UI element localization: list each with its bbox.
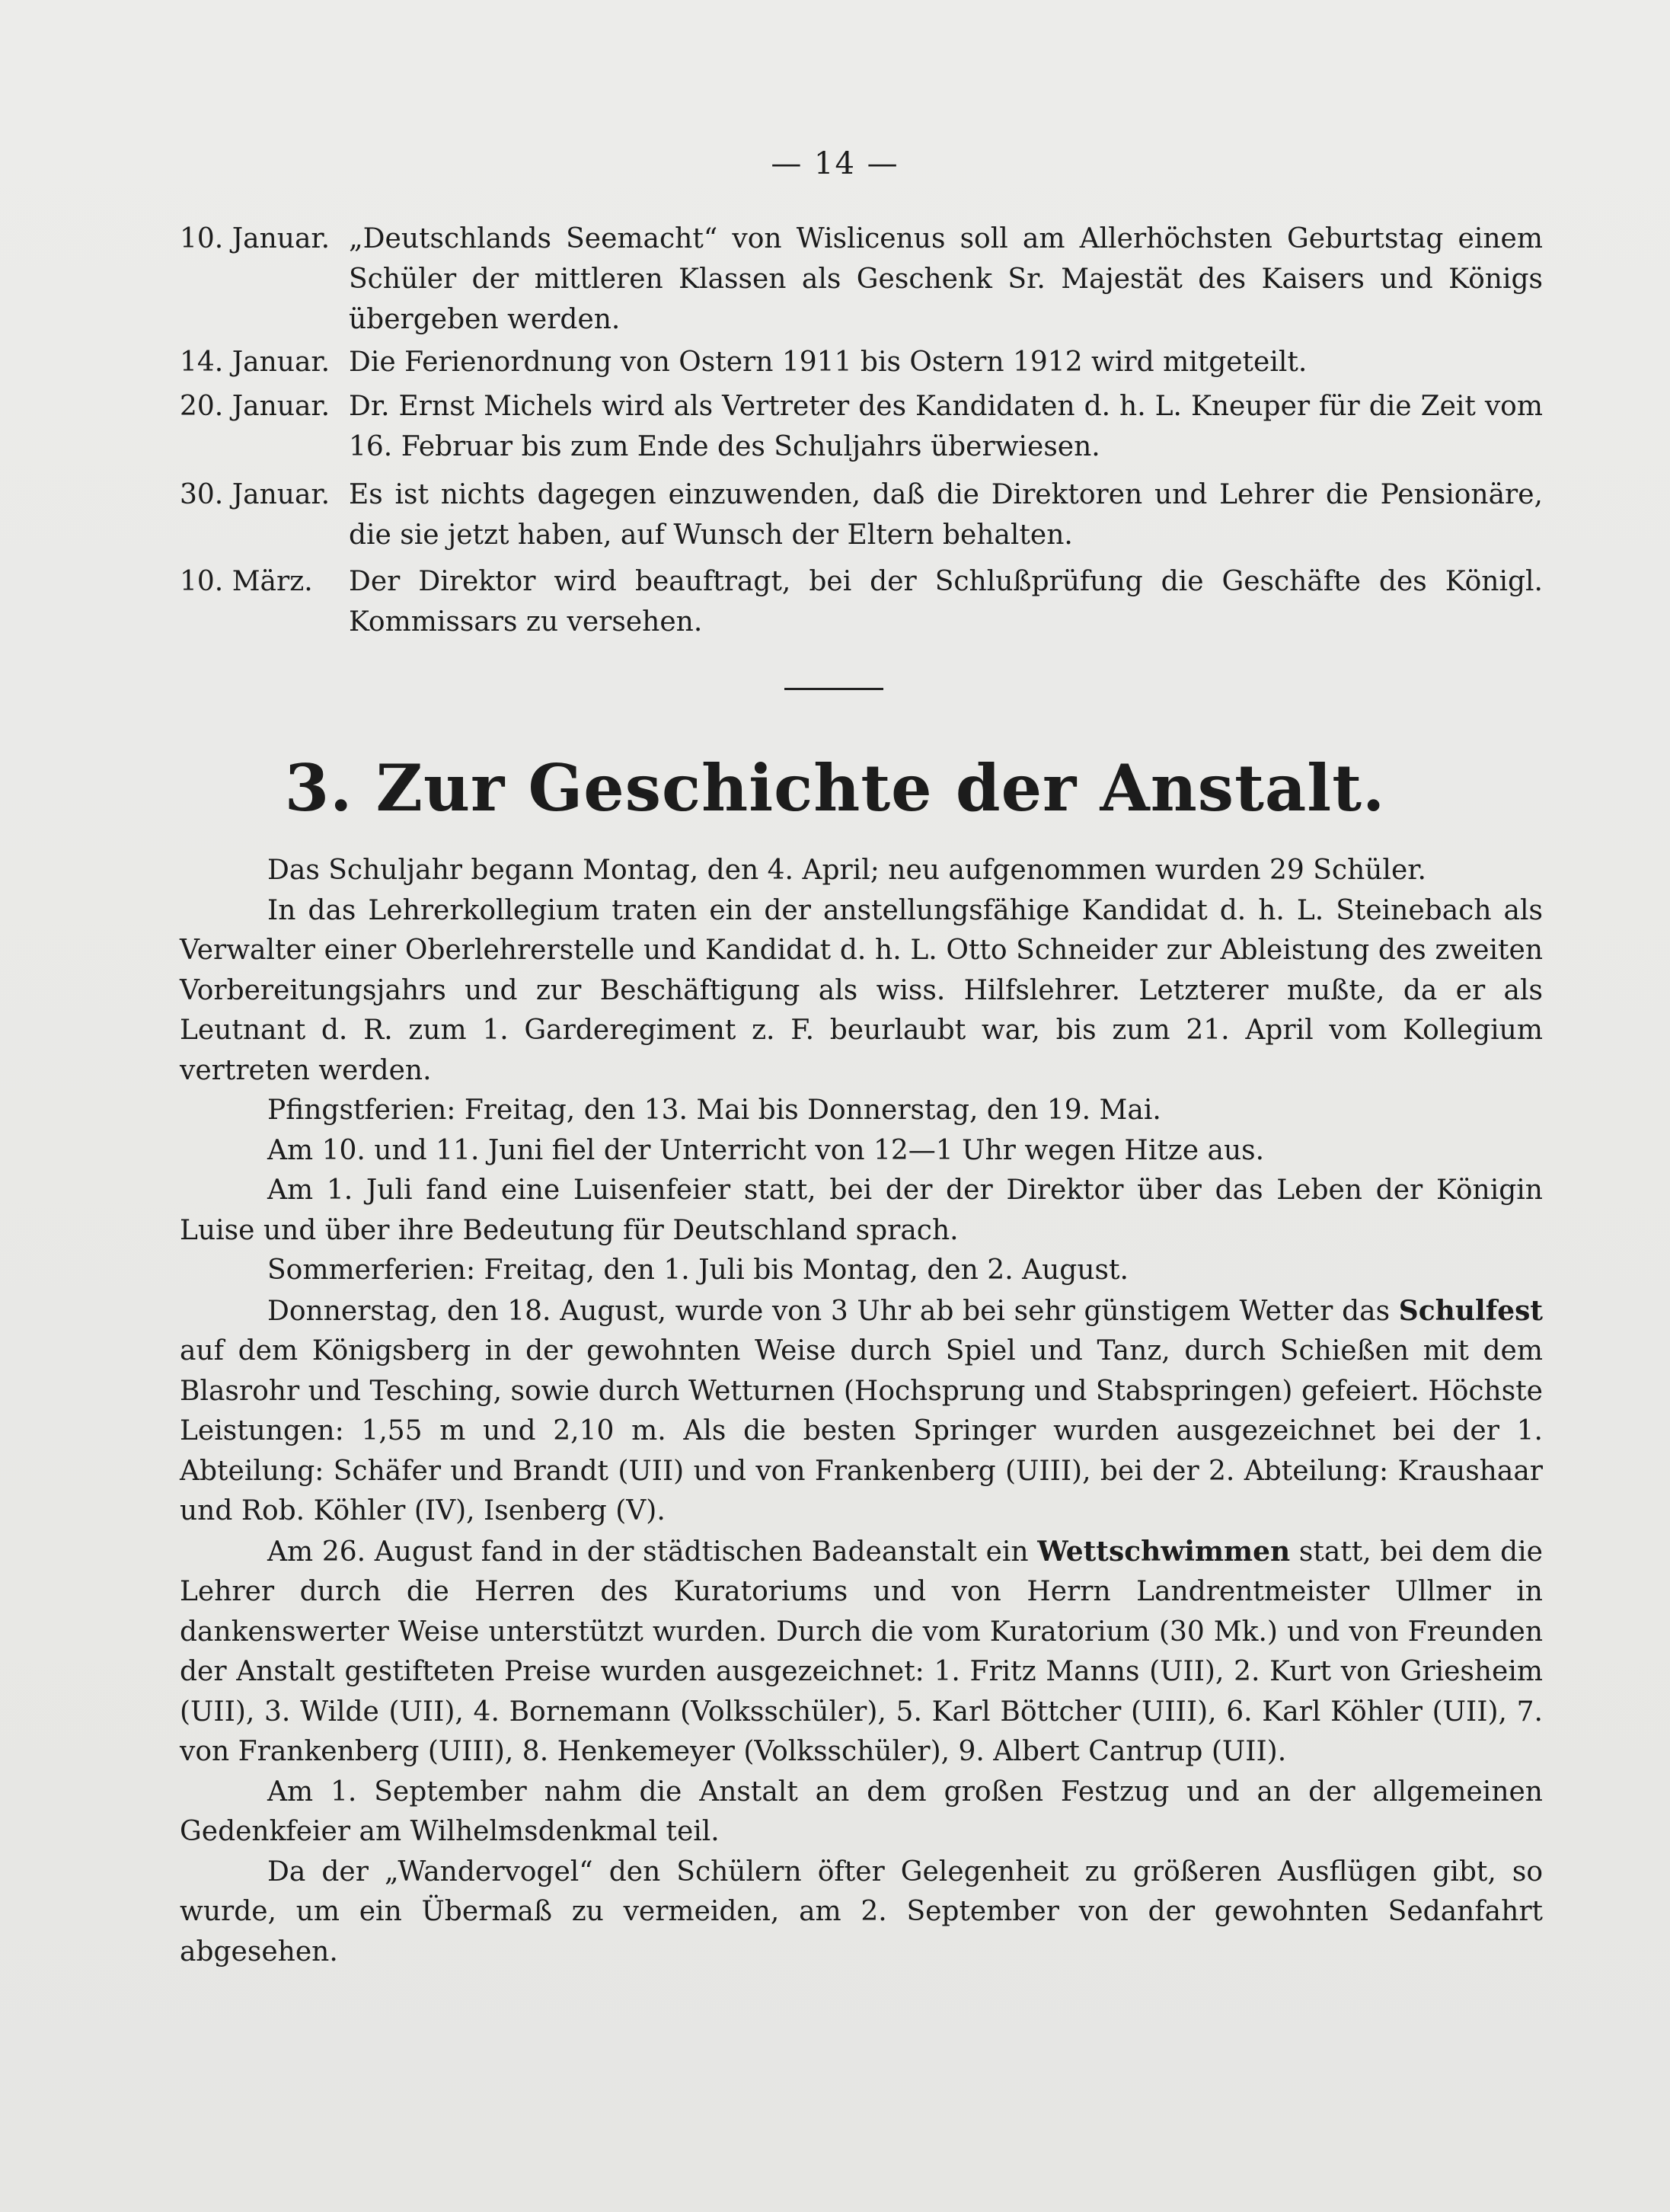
ordinance-text: Der Direktor wird beauftragt, bei der Schlußprüfung die Geschäfte des Königl. Kommissars zu versehen.: [349, 566, 1543, 638]
ordinance-entry: [180, 342, 1543, 382]
chronicle-paragraph: Am 1. September nahm die Anstalt an dem großen Festzug und an der allgemeinen Gedenkfeier am Wilhelmsdenkmal teil.: [180, 1776, 1543, 1847]
paragraph-text: Am 26. August fand in der städtischen Badeanstalt ein: [267, 1536, 1038, 1568]
section-divider: [784, 688, 883, 690]
ordinance-text: Die Ferienordnung von Ostern 1911 bis Ostern 1912 wird mitgeteilt.: [349, 347, 1308, 378]
chronicle-body: [180, 851, 1543, 1972]
ordinance-date: 14. Januar.: [180, 347, 330, 378]
chronicle-paragraph: [180, 1532, 1543, 1772]
paragraph-text: statt, bei dem die Lehrer durch die Herren des Kuratoriums und von Herrn Landrentmeister Ullmer in dankenswerter Weise unterstützt wurden. Durch die vom Kuratorium (30 Mk.) und von Freunden der Anstalt gestifteten Preise wurden ausgezeichnet: 1. Fritz Manns (UII), 2. Kurt von Griesheim (UII), 3. Wilde (UII), 4. Bornemann (Volksschüler), 5. Karl Böttcher (UIII), 6. Karl Köhler (UII), 7. von Frankenberg (UIII), 8. Henkemeyer (Volksschüler), 9. Albert Cantrup (UII).: [180, 1536, 1543, 1767]
ordinance-entry: [180, 475, 1543, 555]
paragraph-text: Donnerstag, den 18. August, wurde von 3 Uhr ab bei sehr günstigem Wetter das: [267, 1295, 1399, 1327]
emphasized-term: Schulfest: [1398, 1294, 1543, 1327]
page-number: — 14 —: [771, 146, 899, 181]
emphasized-term: Wettschwimmen: [1037, 1535, 1291, 1568]
ordinance-entry: [180, 561, 1543, 642]
chronicle-paragraph: Da der „Wandervogel“ den Schülern öfter Gelegenheit zu größeren Ausflügen gibt, so wurde, um ein Übermaß zu vermeiden, am 2. September von der gewohnten Sedanfahrt abgesehen.: [180, 1856, 1543, 1967]
ordinance-text: Es ist nichts dagegen einzuwenden, daß die Direktoren und Lehrer die Pensionäre, die sie jetzt haben, auf Wunsch der Eltern behalten.: [349, 479, 1543, 551]
chronicle-paragraph: In das Lehrerkollegium traten ein der anstellungsfähige Kandidat d. h. L. Steinebach als Verwalter einer Oberlehrerstelle und Kandidat d. h. L. Otto Schneider zur Ableistung des zweiten Vorbereitungsjahrs und zur Beschäftigung als wiss. Hilfslehrer. Letzterer mußte, da er als Leutnant d. R. zum 1. Garderegiment z. F. beurlaubt war, bis zum 21. April vom Kollegium vertreten werden.: [180, 894, 1543, 1086]
chronicle-paragraph: Sommerferien: Freitag, den 1. Juli bis Montag, den 2. August.: [267, 1255, 1129, 1286]
paragraph-text: auf dem Königsberg in der gewohnten Weise durch Spiel und Tanz, durch Schießen mit dem Blasrohr und Tesching, sowie durch Wetturnen (Hochsprung und Stabspringen) gefeiert. Höchste Leistungen: 1,55 m und 2,10 m. Als die besten Springer wurden ausgezeichnet bei der 1. Abteilung: Schäfer und Brandt (UII) und von Frankenberg (UIII), bei der 2. Abteilung: Kraushaar und Rob. Köhler (IV), Isenberg (V).: [180, 1335, 1543, 1526]
chronicle-paragraph: Das Schuljahr begann Montag, den 4. April; neu aufgenommen wurden 29 Schüler.: [267, 855, 1426, 886]
ordinance-date: 20. Januar.: [180, 391, 330, 422]
chronicle-paragraph: Am 1. Juli fand eine Luisenfeier statt, bei der der Direktor über das Leben der Königin Luise und über ihre Bedeutung für Deutschland sprach.: [180, 1175, 1543, 1246]
chronicle-paragraph: Am 10. und 11. Juni fiel der Unterricht von 12—1 Uhr wegen Hitze aus.: [267, 1134, 1265, 1166]
section-heading: 3. Zur Geschichte der Anstalt.: [284, 750, 1386, 826]
ordinance-text: „Deutschlands Seemacht“ von Wislicenus soll am Allerhöchsten Geburtstag einem Schüler der mittleren Klassen als Geschenk Sr. Majestät des Kaisers und Königs übergeben werden.: [349, 223, 1543, 335]
chronicle-paragraph: Pfingstferien: Freitag, den 13. Mai bis Donnerstag, den 19. Mai.: [267, 1095, 1161, 1126]
ordinance-date: 10. März.: [180, 566, 313, 597]
ordinance-text: Dr. Ernst Michels wird als Vertreter des Kandidaten d. h. L. Kneuper für die Zeit vom 16. Februar bis zum Ende des Schuljahrs überwiesen.: [349, 391, 1543, 462]
chronicle-paragraph: [180, 1291, 1543, 1532]
ordinance-entry: [180, 386, 1543, 467]
ordinance-entry: [180, 219, 1543, 340]
ordinance-date: 10. Januar.: [180, 223, 330, 254]
ordinance-date: 30. Januar.: [180, 479, 330, 510]
